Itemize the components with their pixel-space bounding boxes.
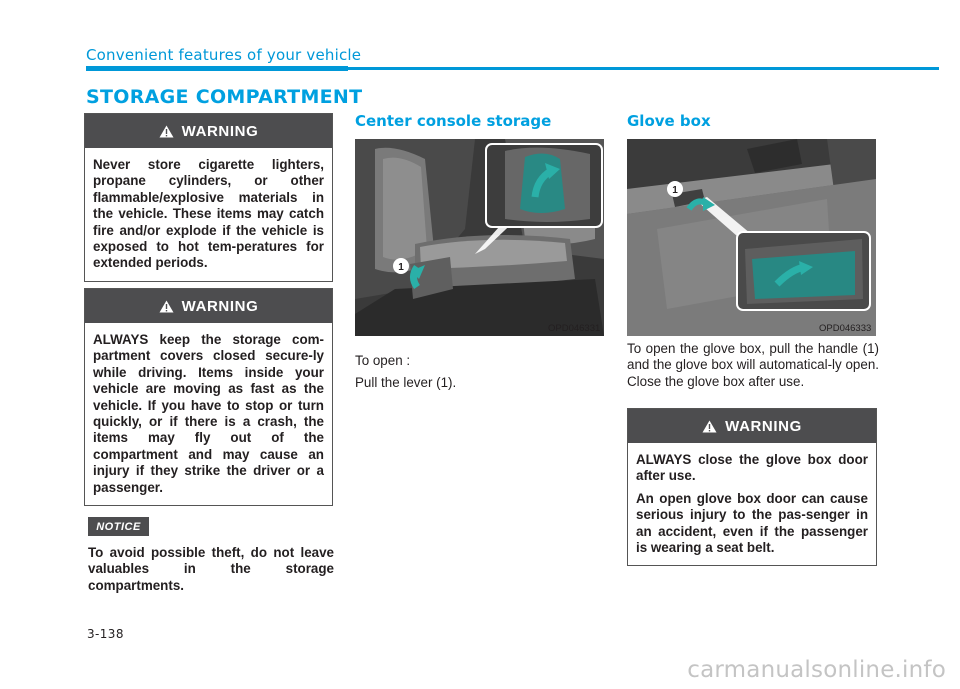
page-title: STORAGE COMPARTMENT: [86, 86, 363, 108]
warning-body: [628, 443, 876, 565]
glove-box-photo: [627, 139, 876, 336]
warning-header: [85, 114, 332, 148]
image-code: OPD046331: [548, 323, 601, 334]
warning-label: WARNING: [725, 417, 802, 435]
warning-box-flammables: [84, 113, 333, 282]
warning-body: [85, 148, 332, 281]
warning-triangle-icon: [702, 420, 717, 433]
warning-text: An open glove box door can cause serious injury to the pas-senger in an accident, even if the passenger is wearing a seat belt.: [636, 490, 868, 556]
warning-header: [628, 409, 876, 443]
instruction-line: To open :: [355, 353, 411, 368]
image-code: OPD046333: [819, 323, 872, 334]
warning-body: [85, 323, 332, 505]
watermark[interactable]: carmanualsonline.info: [687, 657, 946, 683]
instruction-line: To open the glove box, pull the handle (1) and the glove box will automatical-ly open. Close the glove box after use.: [627, 341, 879, 389]
header-rule-accent: [86, 66, 348, 71]
warning-header: [85, 289, 332, 323]
warning-text: ALWAYS keep the storage com-partment covers closed secure-ly while driving. Items inside your vehicle are moving as fast as the vehicle. If you have to stop or turn quickly, or if there is a crash, the items may fly out of the compartment and may cause an injury if they strike the driver or a passenger.: [93, 332, 324, 495]
warning-label: WARNING: [181, 297, 259, 315]
section-header: Convenient features of your vehicle: [86, 46, 362, 64]
center-console-heading: Center console storage: [355, 112, 552, 130]
instruction-line: Pull the lever (1).: [355, 375, 457, 391]
notice-badge: NOTICE: [88, 517, 149, 536]
center-console-illustration: [355, 139, 604, 336]
warning-label: WARNING: [181, 122, 259, 140]
warning-text: ALWAYS close the glove box door after use.: [636, 452, 868, 484]
warning-box-glove-box: [627, 408, 877, 566]
warning-text: Never store cigarette lighters, propane cylinders, or other flammable/explosive materials in the vehicle. These items may catch fire and/or explode if the vehicle is exposed to hot tem-peratures for extended periods.: [93, 157, 324, 271]
callout-number: 1: [672, 185, 678, 196]
center-console-photo: [355, 139, 604, 336]
center-console-instructions: [355, 353, 605, 392]
page-number: 3-138: [87, 627, 124, 641]
warning-box-covers: [84, 288, 333, 506]
warning-triangle-icon: [159, 125, 174, 138]
glove-box-illustration: [627, 139, 876, 336]
callout-number: 1: [398, 262, 404, 273]
warning-triangle-icon: [159, 300, 174, 313]
notice-text: To avoid possible theft, do not leave valuables in the storage compartments.: [88, 545, 334, 593]
glove-box-heading: Glove box: [627, 112, 711, 130]
glove-box-instructions: [627, 341, 879, 390]
